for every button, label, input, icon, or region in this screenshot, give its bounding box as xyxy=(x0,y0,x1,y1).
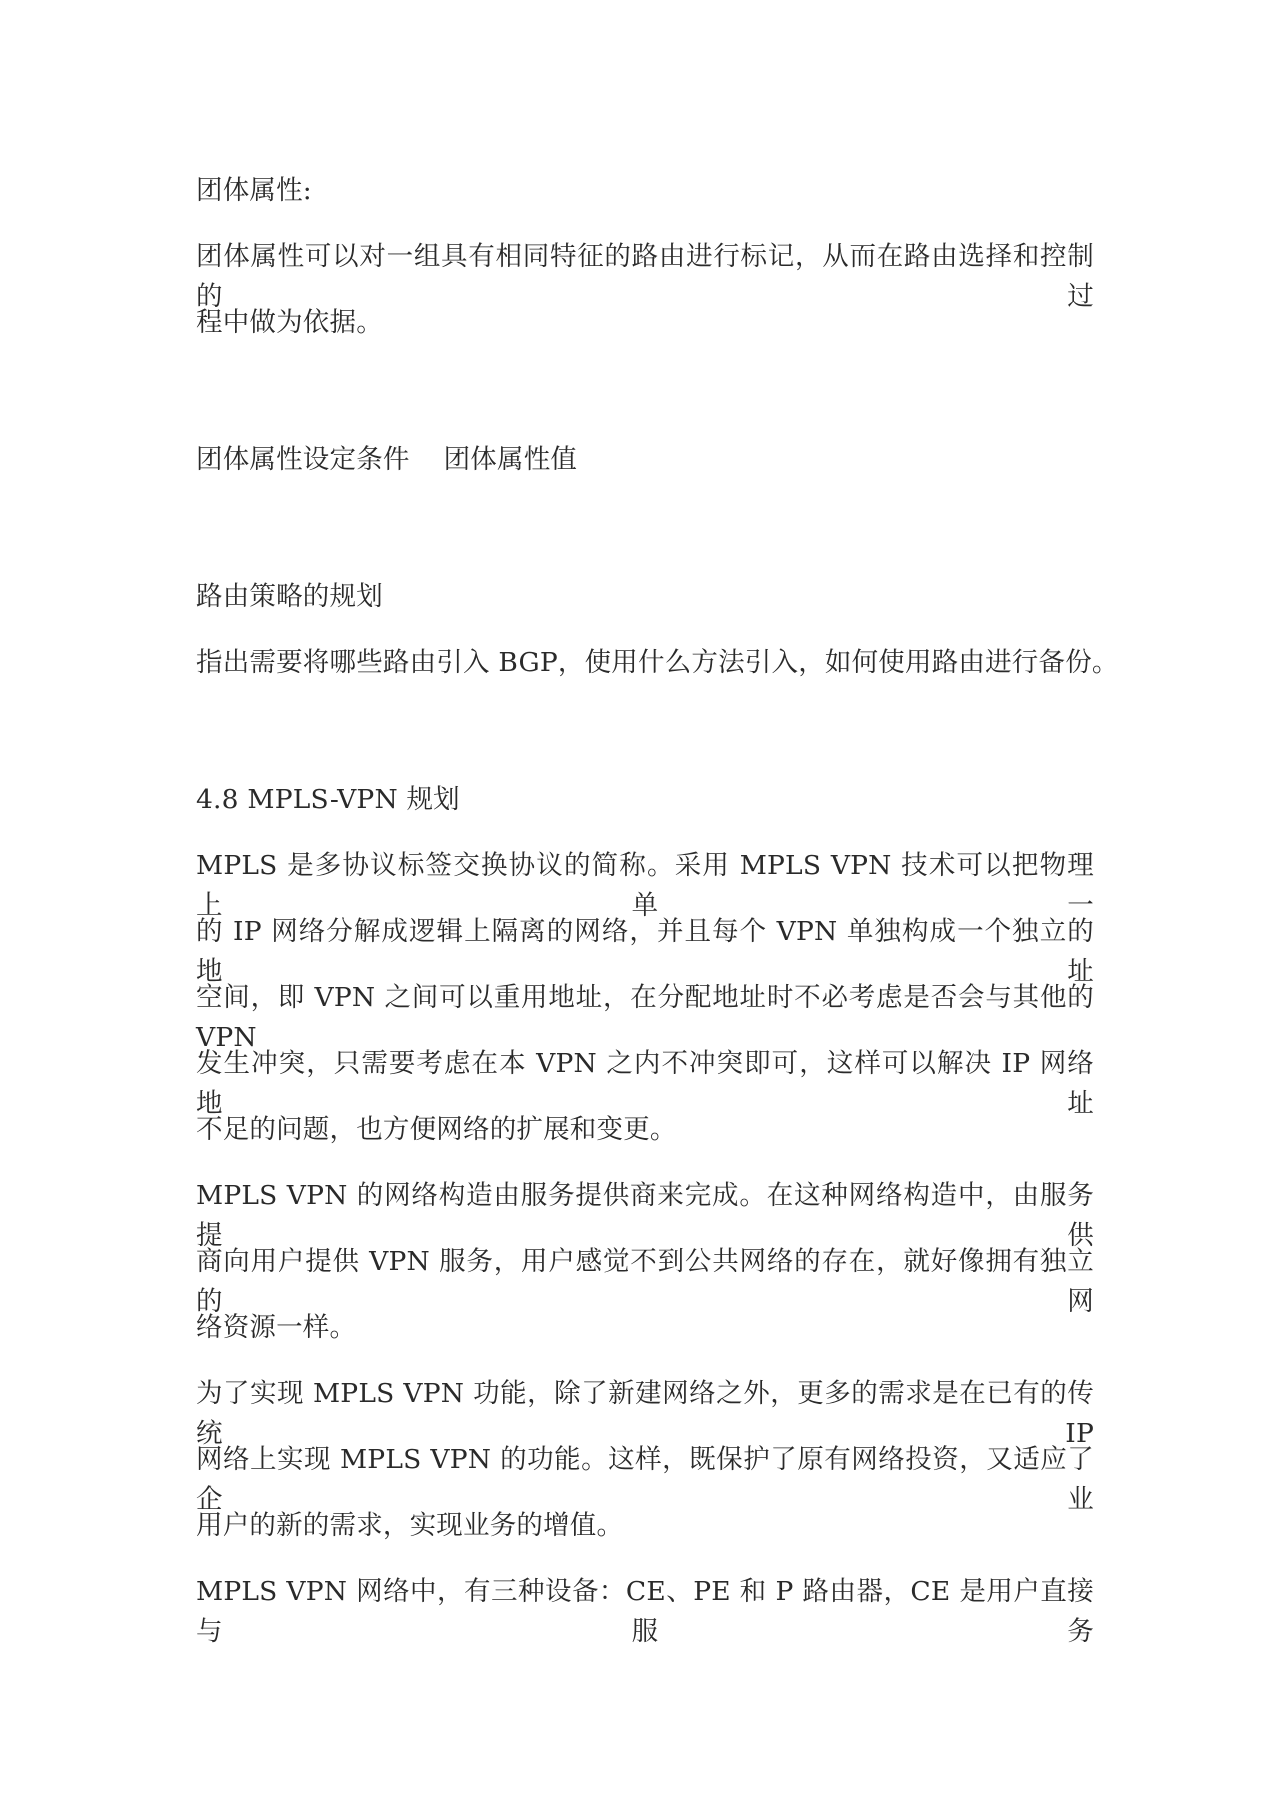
mpls-paragraph-line: 用户的新的需求，实现业务的增值。 xyxy=(196,1510,624,1541)
community-paragraph-line: 程中做为依据。 xyxy=(196,307,383,338)
community-table-header xyxy=(196,440,577,480)
mpls-paragraph-line: 的 IP 网络分解成逻辑上隔离的网络，并且每个 VPN 单独构成一个独立的地址 xyxy=(196,916,1094,987)
mpls-paragraph-line: 络资源一样。 xyxy=(196,1312,357,1343)
community-paragraph-line: 团体属性可以对一组具有相同特征的路由进行标记，从而在路由选择和控制的过 xyxy=(196,241,1094,312)
table-header-value: 团体属性值 xyxy=(443,444,578,475)
routing-policy-paragraph: 指出需要将哪些路由引入 BGP，使用什么方法引入，如何使用路由进行备份。 xyxy=(196,647,1119,678)
mpls-paragraph-line: MPLS VPN 网络中，有三种设备：CE、PE 和 P 路由器，CE 是用户直接与服务 xyxy=(196,1576,1094,1647)
mpls-paragraph-line: 商向用户提供 VPN 服务，用户感觉不到公共网络的存在，就好像拥有独立的网 xyxy=(196,1246,1094,1317)
mpls-vpn-heading: 4.8 MPLS-VPN 规划 xyxy=(196,784,460,815)
mpls-paragraph-line: 为了实现 MPLS VPN 功能，除了新建网络之外，更多的需求是在已有的传统 IP xyxy=(196,1378,1094,1449)
mpls-paragraph-line: MPLS 是多协议标签交换协议的简称。采用 MPLS VPN 技术可以把物理上单一 xyxy=(196,850,1094,921)
table-header-condition: 团体属性设定条件 xyxy=(196,444,410,475)
mpls-paragraph-line: 空间，即 VPN 之间可以重用地址，在分配地址时不必考虑是否会与其他的 VPN xyxy=(196,982,1094,1053)
community-heading: 团体属性: xyxy=(196,175,312,206)
mpls-paragraph-line: MPLS VPN 的网络构造由服务提供商来完成。在这种网络构造中，由服务提供 xyxy=(196,1180,1094,1251)
routing-policy-heading: 路由策略的规划 xyxy=(196,581,383,612)
mpls-paragraph-line: 不足的问题，也方便网络的扩展和变更。 xyxy=(196,1114,677,1145)
mpls-paragraph-line: 发生冲突，只需要考虑在本 VPN 之内不冲突即可，这样可以解决 IP 网络地址 xyxy=(196,1048,1094,1119)
mpls-paragraph-line: 网络上实现 MPLS VPN 的功能。这样，既保护了原有网络投资，又适应了企业 xyxy=(196,1444,1094,1515)
